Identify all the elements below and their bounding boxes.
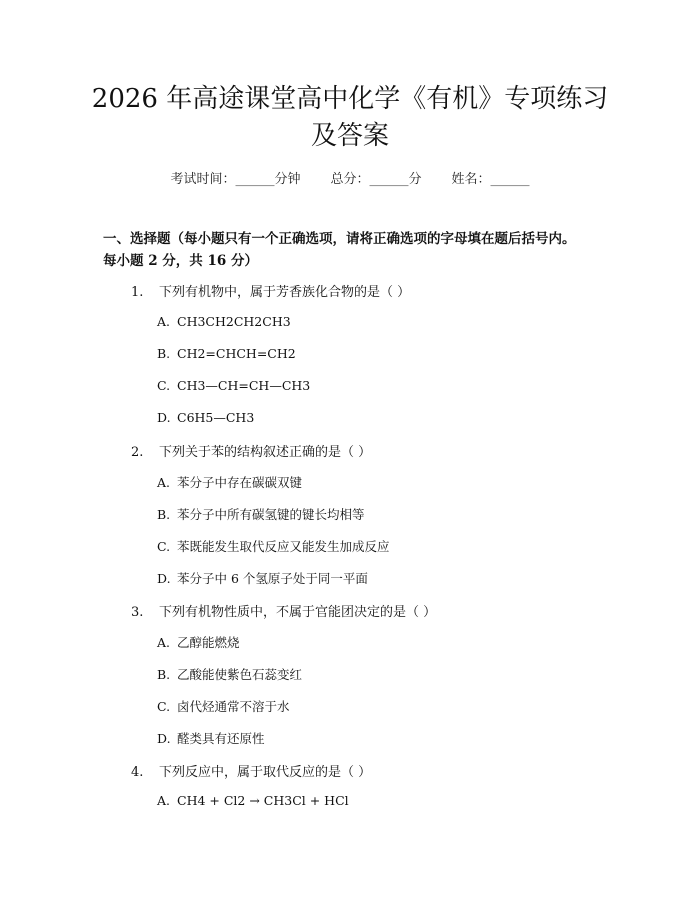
option-b (157, 505, 365, 523)
question-text: 下列有机物性质中，不属于官能团决定的是（ ） (159, 605, 437, 620)
option-letter: B. (157, 346, 171, 361)
section-heading-line: 一、选择题（每小题只有一个正确选项，请将正确选项的字母填在题后括号内。 (103, 231, 576, 247)
exam-time: 考试时间：______分钟 (170, 172, 301, 187)
option-text: 乙醇能燃烧 (177, 635, 240, 650)
option-a (157, 314, 291, 329)
option-d (157, 729, 265, 747)
question-number: 3. (131, 605, 144, 620)
question (131, 601, 436, 620)
exam-info (0, 168, 700, 187)
question (131, 441, 371, 460)
option-c (157, 697, 290, 715)
option-letter: A. (157, 793, 171, 808)
option-c (157, 537, 390, 555)
option-letter: A. (157, 314, 171, 329)
option-text: 卤代烃通常不溶于水 (177, 699, 290, 714)
option-letter: D. (157, 410, 171, 425)
option-a (157, 473, 302, 491)
option-d (157, 410, 254, 425)
section-heading (103, 228, 603, 272)
question (131, 761, 371, 780)
question-text: 下列反应中，属于取代反应的是（ ） (159, 765, 372, 780)
option-text: 乙酸能使紫色石蕊变红 (177, 667, 303, 682)
option-text: 苯分子中 6 个氢原子处于同一平面 (177, 571, 368, 586)
option-letter: B. (157, 507, 171, 522)
option-a (157, 793, 349, 808)
option-letter: D. (157, 731, 171, 746)
option-letter: C. (157, 539, 171, 554)
option-text: C6H5—CH3 (177, 410, 255, 425)
option-text: CH2=CHCH=CH2 (177, 346, 296, 361)
section-heading-line: 每小题 2 分，共 16 分） (103, 253, 258, 269)
student-name: 姓名：______ (451, 172, 530, 187)
document-title: 2026 年高途课堂高中化学《有机》专项练习 (91, 84, 609, 114)
document-title-continued: 及答案 (310, 121, 389, 151)
question-number: 1. (131, 285, 144, 300)
question (131, 281, 410, 300)
option-letter: A. (157, 635, 171, 650)
option-text: 苯既能发生取代反应又能发生加成反应 (177, 539, 390, 554)
total-score: 总分：______分 (330, 172, 422, 187)
option-text: 醛类具有还原性 (177, 731, 265, 746)
option-text: CH3—CH=CH—CH3 (177, 378, 311, 393)
question-text: 下列关于苯的结构叙述正确的是（ ） (159, 445, 372, 460)
question-number: 2. (131, 445, 144, 460)
question-number: 4. (131, 765, 144, 780)
option-text: 苯分子中所有碳氢键的键长均相等 (177, 507, 365, 522)
option-b (157, 665, 302, 683)
option-letter: C. (157, 378, 171, 393)
option-letter: A. (157, 475, 171, 490)
option-text: CH3CH2CH2CH3 (177, 314, 291, 329)
option-text: CH4 + Cl2 → CH3Cl + HCl (177, 793, 349, 808)
option-text: 苯分子中存在碳碳双键 (177, 475, 303, 490)
option-d (157, 569, 368, 587)
option-letter: B. (157, 667, 171, 682)
question-text: 下列有机物中，属于芳香族化合物的是（ ） (159, 285, 411, 300)
option-letter: D. (157, 571, 171, 586)
option-b (157, 346, 296, 361)
option-a (157, 633, 240, 651)
option-letter: C. (157, 699, 171, 714)
option-c (157, 378, 310, 393)
